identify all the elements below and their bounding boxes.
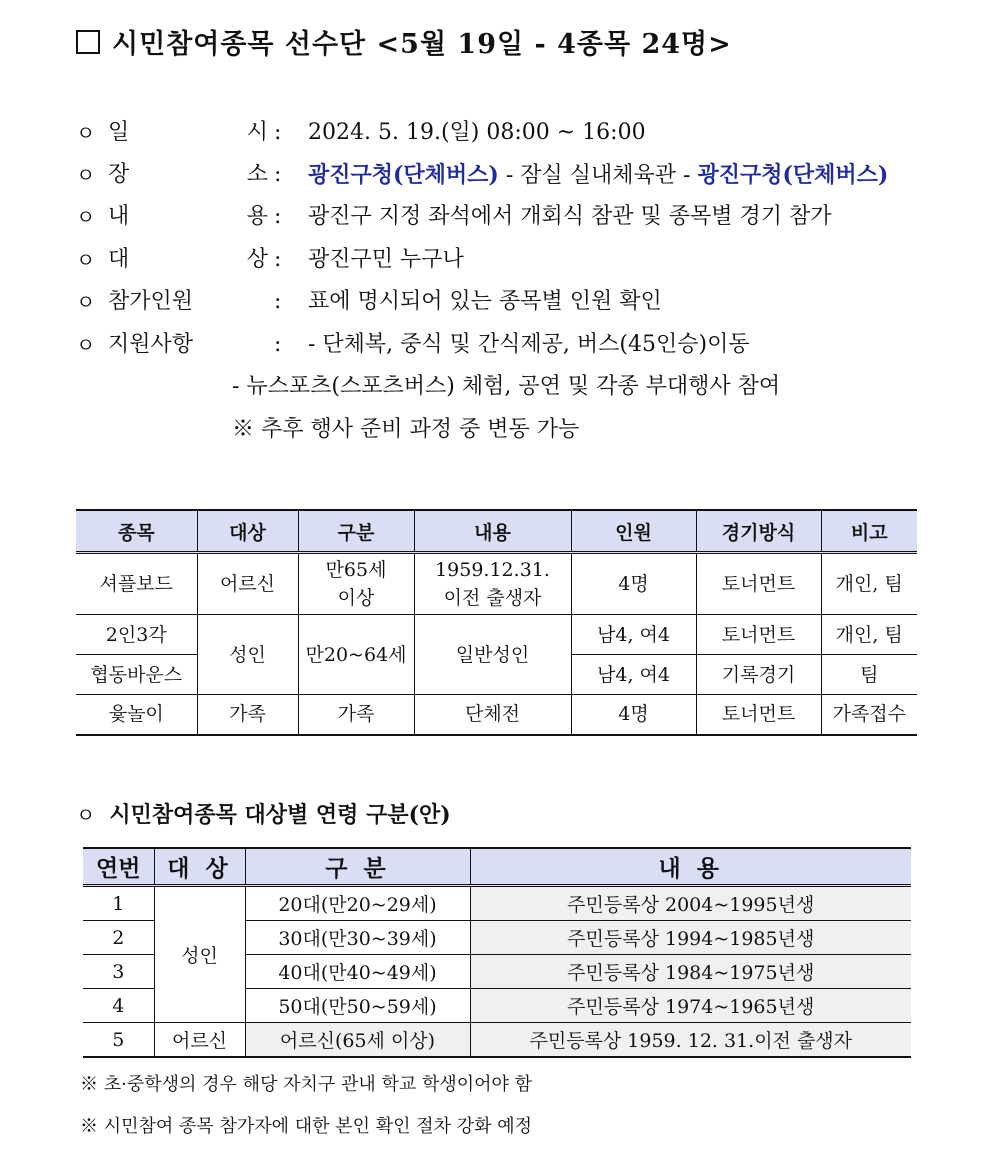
support-line: - 뉴스포츠(스포츠버스) 체험, 공연 및 각종 부대행사 참여 [232,374,781,399]
section-title [76,798,451,829]
table-cell: 토너먼트 [696,553,821,615]
header-cell: 내 용 [470,848,911,886]
info-value: 광진구민 누구나 [308,247,464,272]
label-char: 일 [108,120,130,145]
table-cell: 주민등록상 1959. 12. 31.이전 출생자 [470,1023,911,1058]
table-row [76,553,917,615]
info-value: 광진구 지정 좌석에서 개회식 참관 및 종목별 경기 참가 [308,204,832,229]
table-cell: 기록경기 [696,655,821,695]
table-cell: 셔플보드 [76,553,197,615]
table-cell: 가족접수 [821,695,917,735]
bullet-icon: ㅇ [76,121,96,145]
label-char: 장 [108,162,130,187]
colon: : [274,332,282,357]
cell-line: 이전 출생자 [443,587,542,609]
header-cell: 비고 [821,510,917,553]
section-title-text: 시민참여종목 대상별 연령 구분(안) [109,802,451,828]
table-row [83,1023,911,1058]
age-table [83,847,911,1058]
table-cell: 성인 [154,886,245,1023]
colon: : [274,247,282,272]
table-cell: 남4, 여4 [571,615,696,655]
page-title [76,22,732,61]
header-cell: 구 분 [245,848,470,886]
table-cell: 3 [83,955,154,989]
table-cell: 일반성인 [414,615,571,695]
colon: : [274,162,282,187]
table-cell: 협동바운스 [76,655,197,695]
label-char: 대 [108,247,130,272]
header-cell: 연번 [83,848,154,886]
bullet-icon: ㅇ [76,333,96,357]
table-cell: 개인, 팀 [821,615,917,655]
note-line: ※ 시민참여 종목 참가자에 대한 본인 확인 절차 강화 예정 [80,1116,533,1137]
support-note: ※ 추후 행사 준비 과정 중 변동 가능 [232,417,580,442]
table-cell: 주민등록상 2004~1995년생 [470,886,911,921]
table-cell: 1 [83,886,154,921]
table-cell: 4명 [571,553,696,615]
header-cell: 인원 [571,510,696,553]
table-cell: 4 [83,989,154,1023]
label-char: 내 [108,204,130,229]
table-cell: 토너먼트 [696,615,821,655]
table-cell [298,553,414,615]
header-cell: 대상 [197,510,298,553]
table-cell: 4명 [571,695,696,735]
table-cell: 가족 [298,695,414,735]
table-cell: 30대(만30~39세) [245,921,470,955]
place-middle: - 잠실 실내체육관 - [498,163,698,188]
bullet-icon: ㅇ [76,803,96,827]
colon: : [274,289,282,314]
place-start: 광진구청(단체버스) [308,162,499,188]
table-cell: 주민등록상 1984~1975년생 [470,955,911,989]
table-cell: 20대(만20~29세) [245,886,470,921]
info-value: 표에 명시되어 있는 종목별 인원 확인 [308,289,662,314]
label-char: 소 [246,162,268,187]
cell-line: 만65세 [325,559,387,581]
table-cell: 40대(만40~49세) [245,955,470,989]
table-header-row [76,510,917,553]
colon: : [274,120,282,145]
header-cell: 경기방식 [696,510,821,553]
table-cell: 팀 [821,655,917,695]
bullet-icon: ㅇ [76,248,96,272]
header-cell: 구분 [298,510,414,553]
table-cell: 어르신(65세 이상) [245,1023,470,1058]
table-row [76,615,917,655]
info-label: 참가인원 [108,289,194,314]
table-header-row [83,848,911,886]
info-label: 지원사항 [108,332,194,357]
header-cell: 내용 [414,510,571,553]
info-value: 2024. 5. 19.(일) 08:00 ~ 16:00 [308,120,646,145]
table-row [83,886,911,921]
header-cell: 종목 [76,510,197,553]
table-cell: 주민등록상 1994~1985년생 [470,921,911,955]
table-cell: 어르신 [154,1023,245,1058]
table-row [76,695,917,735]
bullet-icon: ㅇ [76,205,96,229]
table-cell: 5 [83,1023,154,1058]
bullet-icon: ㅇ [76,290,96,314]
cell-line: 이상 [337,587,375,609]
table-cell: 50대(만50~59세) [245,989,470,1023]
table-cell: 가족 [197,695,298,735]
bullet-icon: ㅇ [76,163,96,187]
info-label [108,160,274,190]
label-char: 시 [246,120,268,145]
table-cell: 개인, 팀 [821,553,917,615]
colon: : [274,204,282,229]
header-cell: 대 상 [154,848,245,886]
table-cell: 토너먼트 [696,695,821,735]
table-cell: 어르신 [197,553,298,615]
table-cell [414,553,571,615]
table-cell: 주민등록상 1974~1965년생 [470,989,911,1023]
table-cell: 윷놀이 [76,695,197,735]
table-cell: 성인 [197,615,298,695]
table-cell: 만20~64세 [298,615,414,695]
table-cell: 단체전 [414,695,571,735]
label-char: 용 [246,204,268,229]
place-end: 광진구청(단체버스) [697,162,889,188]
info-value: - 단체복, 중식 및 간식제공, 버스(45인승)이동 [308,332,750,357]
info-label [108,118,274,148]
table-cell: 2 [83,921,154,955]
table-cell: 2인3각 [76,615,197,655]
info-value [308,160,888,191]
label-char: 상 [246,247,268,272]
table-cell: 남4, 여4 [571,655,696,695]
checkbox-square-icon [76,30,100,54]
events-table [76,509,917,736]
info-label [108,245,274,275]
cell-line: 1959.12.31. [435,559,550,581]
page-title-text: 시민참여종목 선수단 <5월 19일 - 4종목 24명> [112,29,732,60]
info-label [108,202,274,232]
note-line: ※ 초·중학생의 경우 해당 자치구 관내 학교 학생이어야 함 [80,1074,533,1095]
